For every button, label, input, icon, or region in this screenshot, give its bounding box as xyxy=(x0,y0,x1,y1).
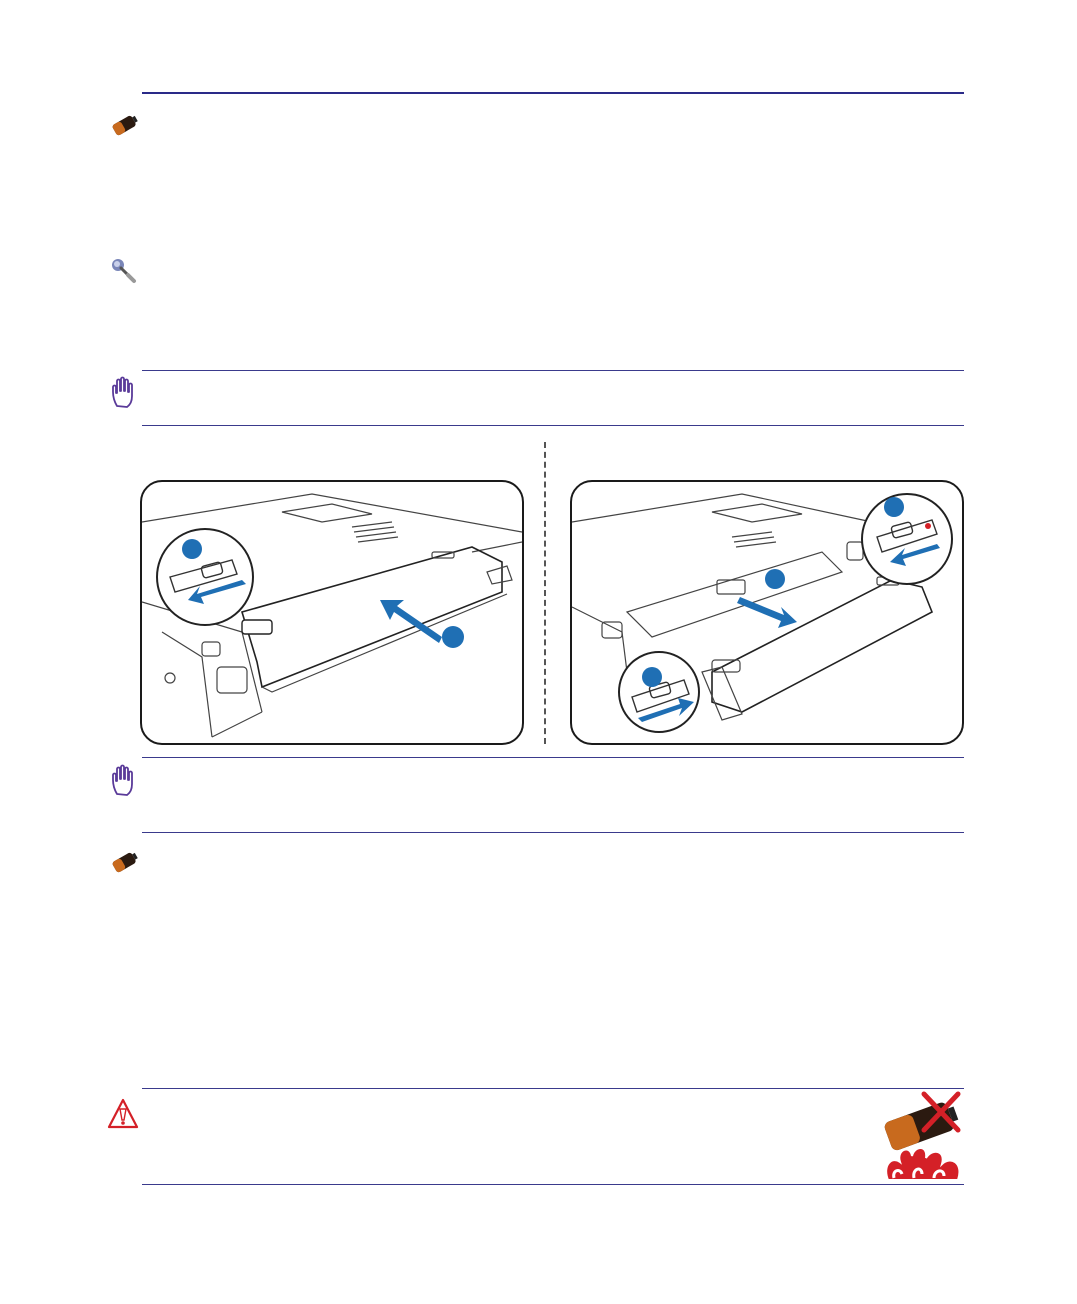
hand-stop-icon xyxy=(111,376,137,410)
header-rule xyxy=(142,92,964,94)
warning-rule-bottom xyxy=(142,1184,964,1185)
hand-stop-icon xyxy=(111,764,137,798)
important-rule-top xyxy=(142,370,964,371)
battery-remove-illustration xyxy=(570,480,964,745)
battery-icon xyxy=(110,849,140,875)
important-rule-bottom-2 xyxy=(142,832,964,833)
figure-divider xyxy=(544,442,546,744)
important-rule-top-2 xyxy=(142,757,964,758)
warning-rule-top xyxy=(142,1088,964,1089)
screwdriver-icon xyxy=(110,257,138,285)
important-rule-bottom xyxy=(142,425,964,426)
warning-triangle-icon xyxy=(106,1097,140,1131)
battery-icon xyxy=(110,112,140,138)
battery-no-fire-icon xyxy=(880,1090,966,1182)
battery-install-illustration xyxy=(140,480,524,745)
